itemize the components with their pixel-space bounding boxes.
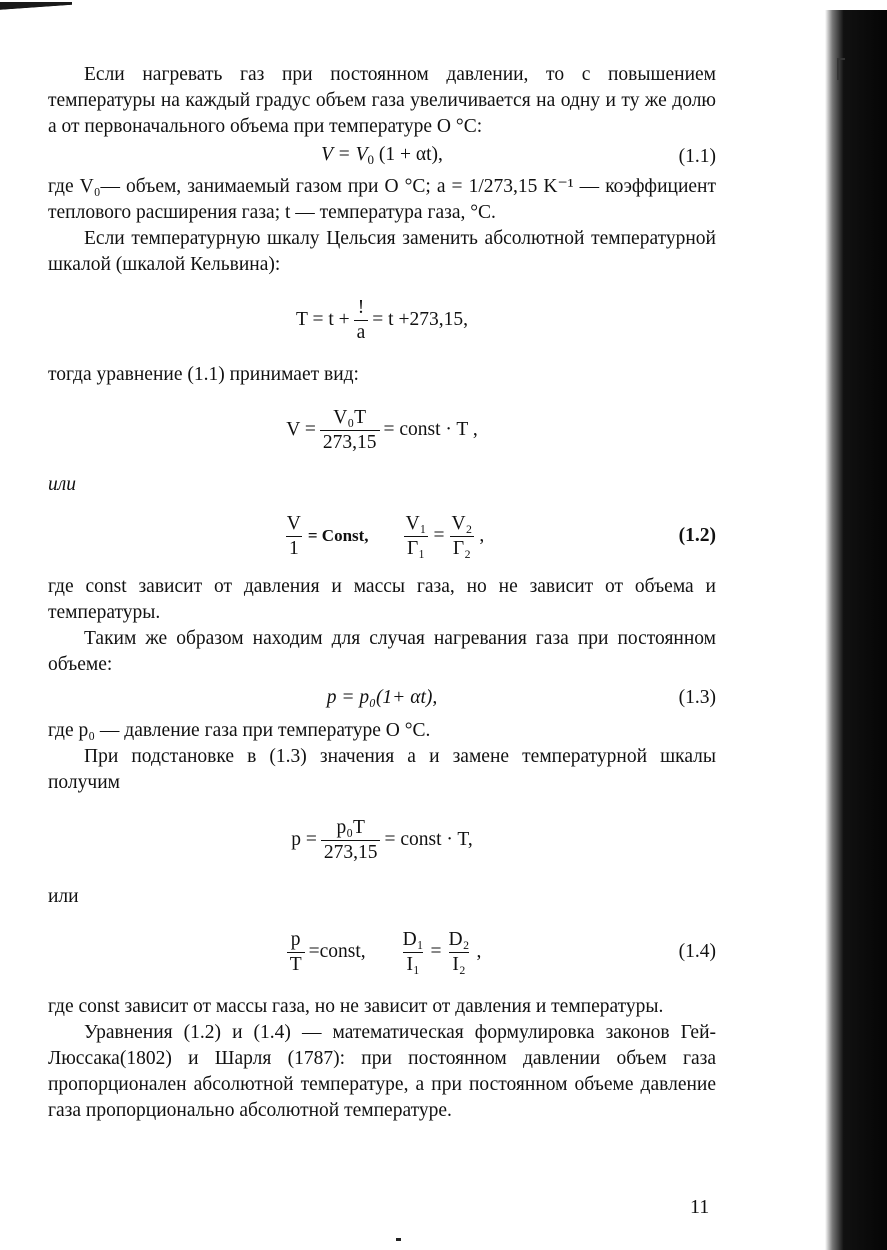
eq4-f2n: D₁ — [402, 928, 424, 950]
page-body — [48, 62, 716, 1124]
eqT-num: ! — [357, 296, 365, 318]
equation-1-4 — [48, 910, 716, 994]
eq2-number: (1.2) — [678, 525, 716, 546]
equation-1-2 — [48, 498, 716, 574]
eq2-mid: = Const, — [307, 526, 369, 545]
scan-edge-artifact — [825, 10, 887, 1250]
eq4-f1d: T — [287, 952, 305, 977]
paragraph-5: где const зависит от давления и массы газа, но не зависит от объема и температуры. — [48, 576, 716, 623]
eq4-eq: = — [430, 941, 442, 962]
paragraph-7: где p₀ — давление газа при температуре О °С. — [48, 720, 431, 741]
eqT-lhs: T = t + — [296, 309, 350, 330]
eq4-f2d: I₁ — [403, 952, 422, 977]
eq2-eq: = — [433, 525, 445, 546]
eq4-f3n: D₂ — [448, 928, 470, 950]
scan-dot — [396, 1238, 401, 1241]
eqT-rhs: = t +273,15, — [372, 309, 468, 330]
page-number: 11 — [690, 1196, 710, 1218]
eq4-f1n: p — [290, 928, 301, 950]
eq2-f3d: Г₂ — [450, 536, 474, 561]
eqP-rhs: = const · T, — [384, 829, 473, 850]
or-1: или — [48, 474, 77, 495]
eq1-number: (1.1) — [678, 146, 716, 167]
eqV-num: V₀T — [333, 406, 367, 428]
equation-v-const — [48, 388, 716, 472]
eqV-lhs: V = — [286, 419, 316, 440]
equation-p-const — [48, 796, 716, 884]
paragraph-4: тогда уравнение (1.1) принимает вид: — [48, 364, 359, 385]
eqV-rhs: = const · T , — [383, 419, 478, 440]
eq1-rest: (1 + αt), — [374, 143, 443, 165]
eq2-f1d: 1 — [286, 536, 302, 561]
paragraph-8: При подстановке в (1.3) значения a и замене температурной шкалы получим — [48, 746, 716, 793]
scan-corner-artifact — [0, 2, 72, 16]
eq3-text: p = p₀(1+ αt), — [326, 687, 438, 708]
paragraph-6: Таким же образом находим для случая нагревания газа при постоянном объеме: — [48, 628, 716, 675]
eq4-tail: , — [476, 941, 482, 962]
eq4-mid: =const, — [308, 941, 366, 962]
paragraph-2: где V₀— объем, занимаемый газом при О °С; a = 1/273,15 K⁻¹ — коэффициент теплового расширения газа; t — температура газа, °С. — [48, 176, 716, 223]
scan-edge-mark — [837, 58, 845, 80]
eqV-den: 273,15 — [320, 430, 380, 455]
eq1-sub: 0 — [367, 151, 374, 167]
eqP-den: 273,15 — [321, 840, 381, 865]
equation-1-3 — [48, 678, 716, 718]
eq2-f2n: V₁ — [405, 512, 427, 534]
eq3-number: (1.3) — [678, 687, 716, 708]
or-2: или — [48, 886, 79, 907]
eqT-den: a — [354, 320, 369, 345]
paragraph-9: где const зависит от массы газа, но не зависит от давления и температуры. — [48, 996, 664, 1017]
paragraph-10: Уравнения (1.2) и (1.4) — математическая формулировка законов Гей-Люссака(1802) и Шарля (1787): при постоянном давлении объем газа пропорционален абсолютной температуре, а при постоянном объеме давление газа пропорционально абсолютной температуре. — [48, 1022, 716, 1121]
eq2-f2d: Г₁ — [404, 536, 428, 561]
eqP-num: p₀T — [336, 816, 365, 838]
eq4-f3d: I₂ — [449, 952, 468, 977]
equation-1-1 — [48, 140, 716, 174]
paragraph-1: Если нагревать газ при постоянном давлении, то с повышением температуры на каждый градус объем газа увеличивается на одну и ту же долю a от первоначального объема при температуре О °С: — [48, 64, 716, 137]
eqP-lhs: p = — [291, 829, 317, 850]
eq1-text: V = V — [321, 143, 368, 165]
eq2-f1n: V — [286, 512, 301, 534]
eq2-tail: , — [479, 525, 485, 546]
eq2-f3n: V₂ — [451, 512, 473, 534]
paragraph-3: Если температурную шкалу Цельсия заменить абсолютной температурной шкалой (шкалой Кельвина): — [48, 228, 716, 275]
eq4-number: (1.4) — [678, 941, 716, 962]
equation-kelvin — [48, 278, 716, 362]
